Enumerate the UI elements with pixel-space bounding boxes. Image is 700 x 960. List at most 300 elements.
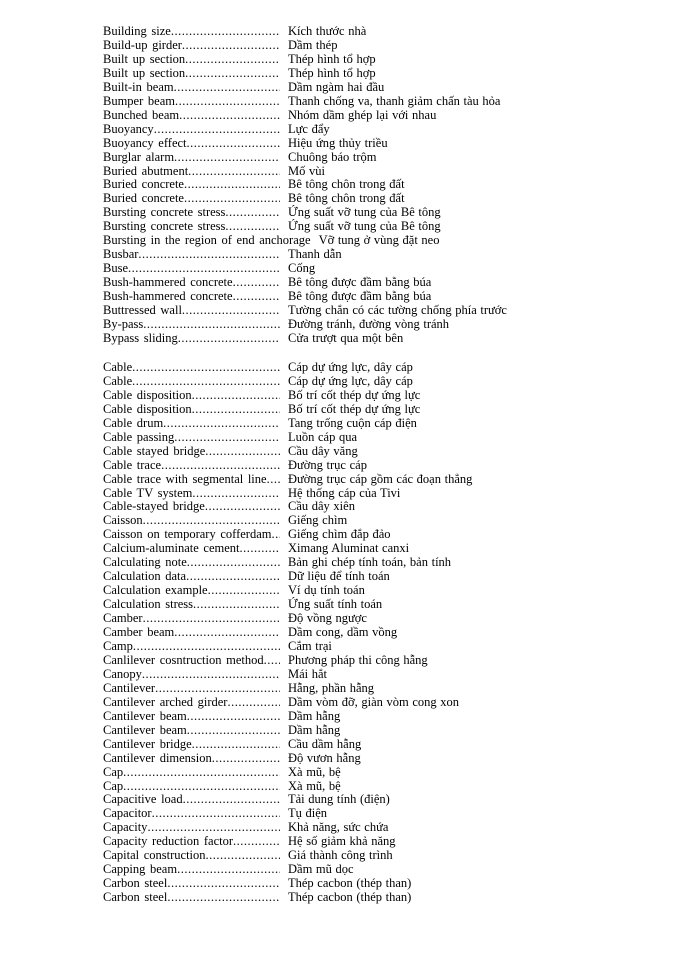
term-english-text: Cable passing	[103, 429, 175, 444]
glossary-row	[103, 807, 680, 821]
dot-leader	[225, 206, 280, 220]
term-vietnamese-text: Bê tông chôn trong đất	[288, 177, 405, 192]
dot-leader	[233, 290, 280, 304]
term-english	[103, 290, 280, 304]
dot-leader	[192, 487, 280, 501]
glossary-row	[103, 123, 680, 137]
glossary-row	[103, 793, 680, 807]
term-vietnamese-text: Giá thành công trình	[288, 848, 393, 863]
term-english-text: Cap	[103, 764, 124, 779]
dot-leader	[147, 821, 280, 835]
term-english	[103, 752, 280, 766]
term-english-text: Camp	[103, 638, 133, 653]
glossary-row	[103, 612, 680, 626]
dot-leader	[233, 276, 280, 290]
glossary-row	[103, 724, 680, 738]
glossary-row	[103, 668, 680, 682]
glossary-block	[103, 361, 680, 905]
term-vietnamese-text: Thanh dẫn	[288, 247, 342, 262]
term-english-text: Cap	[103, 778, 124, 793]
term-vietnamese-text: Thép cacbon (thép than)	[288, 876, 412, 891]
term-english-text: Buoyancy	[103, 121, 154, 136]
dot-leader	[171, 25, 280, 39]
term-vietnamese-text: Thép hình tổ hợp	[288, 51, 376, 66]
glossary-row	[103, 276, 680, 290]
dot-leader	[175, 95, 280, 109]
glossary-row	[103, 696, 680, 710]
glossary-row	[103, 81, 680, 95]
glossary-row	[103, 766, 680, 780]
term-vietnamese-text: Kích thước nhà	[288, 24, 367, 38]
term-english	[103, 821, 280, 835]
term-vietnamese-text: Dầm hẫng	[288, 708, 341, 723]
term-vietnamese-text: Dầm ngàm hai đầu	[288, 79, 385, 94]
glossary-row	[103, 821, 680, 835]
glossary-row	[103, 445, 680, 459]
dot-leader	[271, 528, 280, 542]
term-english-text: Bursting concrete stress	[103, 219, 226, 234]
dot-leader	[264, 654, 280, 668]
term-vietnamese-text: Bố trí cốt thép dự ứng lực	[288, 401, 421, 416]
dot-leader	[183, 793, 280, 807]
dot-leader	[143, 514, 280, 528]
term-english	[103, 304, 280, 318]
term-vietnamese-text: Xà mũ, bệ	[288, 764, 341, 779]
term-vietnamese-text: Thép cacbon (thép than)	[288, 890, 412, 905]
term-english	[103, 206, 280, 220]
glossary-row	[103, 403, 680, 417]
glossary-row	[103, 95, 680, 109]
term-english	[103, 81, 280, 95]
term-vietnamese-text: Đường trục cáp gồm các đoạn thẳng	[288, 471, 473, 486]
term-english-text: Built up section	[103, 51, 186, 66]
term-english	[103, 234, 311, 248]
dot-leader	[240, 542, 280, 556]
term-vietnamese-text: Luồn cáp qua	[288, 429, 358, 444]
term-english	[103, 863, 280, 877]
term-vietnamese-text: Cầu dây văng	[288, 443, 358, 458]
term-english-text: Calculation example	[103, 583, 208, 598]
glossary-row	[103, 570, 680, 584]
term-english-text: Calculation stress	[103, 597, 194, 612]
dot-leader	[182, 39, 280, 53]
term-english-text: Cable trace	[103, 457, 162, 472]
dot-leader	[205, 500, 280, 514]
term-english	[103, 276, 280, 290]
glossary-row	[103, 877, 680, 891]
glossary-row	[103, 835, 680, 849]
glossary-row	[103, 290, 680, 304]
term-english	[103, 528, 280, 542]
dot-leader	[123, 766, 280, 780]
term-english	[103, 192, 280, 206]
term-english	[103, 570, 280, 584]
term-english	[103, 891, 280, 905]
term-vietnamese-text: Ứng suất vỡ tung của Bê tông	[288, 219, 441, 234]
term-english	[103, 738, 280, 752]
term-vietnamese-text: Cắm trại	[288, 638, 332, 653]
glossary-row	[103, 234, 680, 248]
dot-leader	[187, 724, 280, 738]
term-english-text: Bumper beam	[103, 93, 175, 108]
glossary-row	[103, 654, 680, 668]
term-english-text: Burglar alarm	[103, 149, 175, 164]
term-english-text: Cable-stayed bridge	[103, 499, 205, 514]
dot-leader	[167, 877, 280, 891]
term-english-text: Camber	[103, 611, 143, 626]
term-english	[103, 67, 280, 81]
dot-leader	[163, 417, 280, 431]
glossary-row	[103, 53, 680, 67]
dot-leader	[187, 556, 280, 570]
term-english-text: Cantilever beam	[103, 722, 187, 737]
term-english-text: Cable	[103, 359, 133, 374]
term-vietnamese-text: Độ vươn hẫng	[288, 750, 361, 765]
dot-leader	[187, 137, 280, 151]
term-english	[103, 696, 280, 710]
term-english-text: Buoyancy effect	[103, 135, 187, 150]
term-english	[103, 584, 280, 598]
dot-leader	[138, 248, 280, 262]
glossary-row	[103, 640, 680, 654]
term-english-text: Buried concrete	[103, 191, 184, 206]
term-english	[103, 389, 280, 403]
term-english	[103, 780, 280, 794]
dot-leader	[206, 849, 280, 863]
term-english-text: Bush-hammered concrete	[103, 289, 233, 304]
glossary-row	[103, 67, 680, 81]
term-english-text: Capacitive load	[103, 792, 183, 807]
dot-leader	[193, 598, 280, 612]
dot-leader	[233, 835, 280, 849]
term-vietnamese-text: Thanh chống va, thanh giảm chấn tàu hỏa	[288, 93, 501, 108]
term-english-text: Canlilever cosntruction method	[103, 652, 264, 667]
term-vietnamese-text: Hệ số giảm khả năng	[288, 834, 396, 849]
dot-leader	[184, 192, 280, 206]
glossary-row	[103, 542, 680, 556]
dot-leader	[212, 752, 280, 766]
term-english	[103, 445, 280, 459]
term-vietnamese-text: Thép hình tổ hợp	[288, 65, 376, 80]
term-english	[103, 682, 280, 696]
dot-leader	[177, 863, 280, 877]
term-english	[103, 487, 280, 501]
dot-leader	[133, 640, 280, 654]
term-english-text: Build-up girder	[103, 37, 182, 52]
glossary-row	[103, 361, 680, 375]
term-vietnamese-text: Giếng chìm	[288, 513, 348, 528]
term-english-text: Calculating note	[103, 555, 187, 570]
glossary-row	[103, 389, 680, 403]
glossary-row	[103, 682, 680, 696]
term-english-text: Buse	[103, 261, 128, 276]
glossary-row	[103, 459, 680, 473]
term-vietnamese-text: Xà mũ, bệ	[288, 778, 341, 793]
term-english-text: Cable trace with segmental line	[103, 471, 267, 486]
term-english	[103, 514, 280, 528]
term-vietnamese-text: Dầm thép	[288, 37, 338, 52]
term-english-text: Cable drum	[103, 415, 164, 430]
term-vietnamese-text: Đường tránh, đường vòng tránh	[288, 317, 450, 332]
term-english	[103, 500, 280, 514]
dot-leader	[167, 891, 280, 905]
dot-leader	[208, 584, 280, 598]
term-english	[103, 403, 280, 417]
dot-leader	[128, 262, 280, 276]
term-vietnamese-text: Bê tông được đầm bằng búa	[288, 289, 432, 304]
term-english	[103, 109, 280, 123]
term-vietnamese-text: Ví dụ tính toán	[288, 583, 365, 598]
glossary-row	[103, 417, 680, 431]
term-english	[103, 248, 280, 262]
glossary-block	[103, 25, 680, 346]
term-english-text: Cable	[103, 373, 133, 388]
term-vietnamese-text: Phương pháp thi công hẫng	[288, 652, 428, 667]
term-english	[103, 123, 280, 137]
glossary-row	[103, 500, 680, 514]
glossary-row	[103, 598, 680, 612]
term-vietnamese-text: Dầm vòm đỡ, giàn vòm cong xon	[288, 694, 460, 709]
term-english-text: Buried abutment	[103, 163, 189, 178]
term-english-text: Bursting concrete stress	[103, 205, 226, 220]
term-english-text: Cantilever beam	[103, 708, 187, 723]
term-english	[103, 361, 280, 375]
term-vietnamese-text: Hệ thống cáp của Tivi	[288, 485, 401, 500]
glossary-row	[103, 473, 680, 487]
term-english-text: Calcium-aluminate cement	[103, 541, 240, 556]
term-vietnamese-text: Bố trí cốt thép dự ứng lực	[288, 387, 421, 402]
glossary-row	[103, 192, 680, 206]
term-vietnamese-text: Dầm hẫng	[288, 722, 341, 737]
glossary-row	[103, 262, 680, 276]
term-vietnamese-text: Giếng chìm đắp đảo	[288, 527, 391, 542]
glossary-row	[103, 584, 680, 598]
dot-leader	[187, 710, 280, 724]
term-english	[103, 459, 280, 473]
dot-leader	[143, 612, 280, 626]
term-english-text: Cantilever	[103, 680, 156, 695]
term-english-text: Capacity	[103, 820, 148, 835]
glossary-row	[103, 178, 680, 192]
term-english-text: Cantilever arched girder	[103, 694, 228, 709]
term-english	[103, 710, 280, 724]
glossary-row	[103, 556, 680, 570]
term-english	[103, 835, 280, 849]
glossary-row	[103, 710, 680, 724]
dot-leader	[205, 445, 280, 459]
glossary-row	[103, 318, 680, 332]
term-english	[103, 417, 280, 431]
term-vietnamese-text: Tang trống cuộn cáp điện	[288, 415, 417, 430]
dot-leader	[152, 807, 280, 821]
term-english-text: By-pass	[103, 317, 144, 332]
glossary-row	[103, 487, 680, 501]
term-english-text: Built-in beam	[103, 79, 174, 94]
glossary-row	[103, 25, 680, 39]
term-vietnamese-text: Bê tông được đầm bằng búa	[288, 275, 432, 290]
term-english-text: Caisson on temporary cofferdam	[103, 527, 272, 542]
dot-leader	[155, 682, 280, 696]
term-english	[103, 375, 280, 389]
dot-leader	[143, 318, 280, 332]
term-vietnamese-text: Bản ghi chép tính toán, bản tính	[288, 555, 452, 570]
glossary-row	[103, 206, 680, 220]
term-vietnamese-text: Cáp dự ứng lực, dây cáp	[288, 373, 413, 388]
glossary-row	[103, 220, 680, 234]
term-vietnamese-text: Hiệu ứng thủy triều	[288, 135, 388, 150]
glossary-row	[103, 626, 680, 640]
dot-leader	[182, 304, 280, 318]
term-english	[103, 473, 280, 487]
glossary-row	[103, 304, 680, 318]
term-english-text: Cable stayed bridge	[103, 443, 206, 458]
term-english-text: Bypass sliding	[103, 330, 178, 345]
term-english-text: Bunched beam	[103, 107, 180, 122]
term-english	[103, 25, 280, 39]
term-english-text: Capping beam	[103, 862, 178, 877]
glossary-row	[103, 738, 680, 752]
term-english-text: Built up section	[103, 65, 186, 80]
term-vietnamese-text: Cầu dây xiên	[288, 499, 355, 514]
dot-leader	[161, 459, 280, 473]
term-english	[103, 654, 280, 668]
term-english-text: Cantilever dimension	[103, 750, 212, 765]
term-vietnamese-text: Nhóm dầm ghép lại với nhau	[288, 107, 437, 122]
glossary-row	[103, 780, 680, 794]
glossary-row	[103, 137, 680, 151]
dot-leader	[174, 431, 280, 445]
term-english	[103, 640, 280, 654]
term-english-text: Capacitor	[103, 806, 152, 821]
term-english	[103, 766, 280, 780]
dot-leader	[123, 780, 280, 794]
term-vietnamese-text: Chuông báo trộm	[288, 149, 377, 164]
term-vietnamese-text: Hẫng, phần hẫng	[288, 680, 375, 695]
term-vietnamese-text: Cửa trượt qua một bên	[288, 330, 404, 345]
term-english	[103, 262, 280, 276]
glossary-row	[103, 109, 680, 123]
term-english	[103, 178, 280, 192]
term-vietnamese-text: Ứng suất vỡ tung của Bê tông	[288, 205, 441, 220]
term-english	[103, 95, 280, 109]
term-vietnamese-text: Tải dung tính (điện)	[288, 792, 390, 807]
term-english	[103, 556, 280, 570]
term-english-text: Caisson	[103, 513, 143, 528]
term-english-text: Bush-hammered concrete	[103, 275, 233, 290]
term-vietnamese-text: Dữ liệu để tính toán	[288, 569, 390, 584]
term-vietnamese-text: Bê tông chôn trong đất	[288, 191, 405, 206]
term-vietnamese-text: Độ vồng ngược	[288, 611, 367, 626]
glossary-row	[103, 891, 680, 905]
term-english-text: Busbar	[103, 247, 139, 262]
term-english	[103, 431, 280, 445]
glossary-row	[103, 248, 680, 262]
term-english	[103, 793, 280, 807]
term-vietnamese-text: Ứng suất tính toán	[288, 597, 383, 612]
term-english-text: Carbon steel	[103, 876, 168, 891]
glossary-row	[103, 849, 680, 863]
glossary-row	[103, 752, 680, 766]
term-english	[103, 877, 280, 891]
term-english-text: Camber beam	[103, 625, 175, 640]
dot-leader	[184, 178, 280, 192]
glossary-row	[103, 332, 680, 346]
dot-leader	[192, 738, 280, 752]
glossary-row	[103, 863, 680, 877]
term-vietnamese-text: Lực đẩy	[288, 121, 330, 136]
term-english	[103, 598, 280, 612]
term-english-text: Capital construction	[103, 848, 206, 863]
term-english	[103, 626, 280, 640]
term-english-text: Cantilever bridge	[103, 736, 192, 751]
term-vietnamese-text: Tụ điện	[288, 806, 328, 821]
dot-leader	[154, 123, 280, 137]
dot-leader	[192, 389, 280, 403]
dot-leader	[185, 53, 280, 67]
dot-leader	[174, 151, 280, 165]
term-vietnamese-text: Khả năng, sức chứa	[288, 820, 389, 835]
term-english-text: Capacity reduction factor	[103, 834, 234, 849]
term-english-text: Canopy	[103, 666, 142, 681]
dot-leader	[174, 626, 280, 640]
dot-leader	[179, 109, 280, 123]
dot-leader	[225, 220, 280, 234]
term-english	[103, 849, 280, 863]
dot-leader	[142, 668, 280, 682]
term-english-text: Calculation data	[103, 569, 187, 584]
term-english-text: Cable disposition	[103, 387, 192, 402]
dot-leader	[227, 696, 280, 710]
term-english-text: Buried concrete	[103, 177, 184, 192]
glossary-row	[103, 431, 680, 445]
dot-leader	[267, 473, 280, 487]
glossary-row	[103, 528, 680, 542]
term-vietnamese-text: Cáp dự ứng lực, dây cáp	[288, 359, 413, 374]
term-english-text: Bursting in the region of end anchorage	[103, 233, 311, 248]
term-vietnamese-text: Cầu dầm hẫng	[288, 736, 362, 751]
term-vietnamese-text: Ximang Aluminat canxi	[288, 541, 410, 556]
term-vietnamese-text: Dầm mũ dọc	[288, 862, 354, 877]
dot-leader	[185, 67, 280, 81]
term-english-text: Carbon steel	[103, 890, 168, 905]
term-english	[103, 53, 280, 67]
term-english	[103, 542, 280, 556]
term-english	[103, 612, 280, 626]
dot-leader	[178, 332, 280, 346]
glossary-row	[103, 39, 680, 53]
term-english	[103, 151, 280, 165]
term-english	[103, 724, 280, 738]
term-vietnamese-text: Cống	[288, 261, 316, 276]
dot-leader	[132, 361, 280, 375]
dot-leader	[188, 165, 280, 179]
glossary-row	[103, 165, 680, 179]
term-english	[103, 668, 280, 682]
term-english	[103, 137, 280, 151]
dot-leader	[132, 375, 280, 389]
term-vietnamese-text: Vỡ tung ở vùng đặt neo	[318, 233, 440, 248]
term-english	[103, 220, 280, 234]
term-english	[103, 318, 280, 332]
term-english-text: Cable disposition	[103, 401, 192, 416]
term-vietnamese-text: Tường chắn có các tường chống phía trước	[288, 303, 507, 318]
term-english-text: Cable TV system	[103, 485, 193, 500]
term-vietnamese-text: Mái hắt	[288, 666, 328, 681]
term-english	[103, 332, 280, 346]
term-english-text: Building size	[103, 24, 171, 38]
glossary-row	[103, 375, 680, 389]
term-vietnamese-text: Dầm cong, dầm vồng	[288, 625, 398, 640]
